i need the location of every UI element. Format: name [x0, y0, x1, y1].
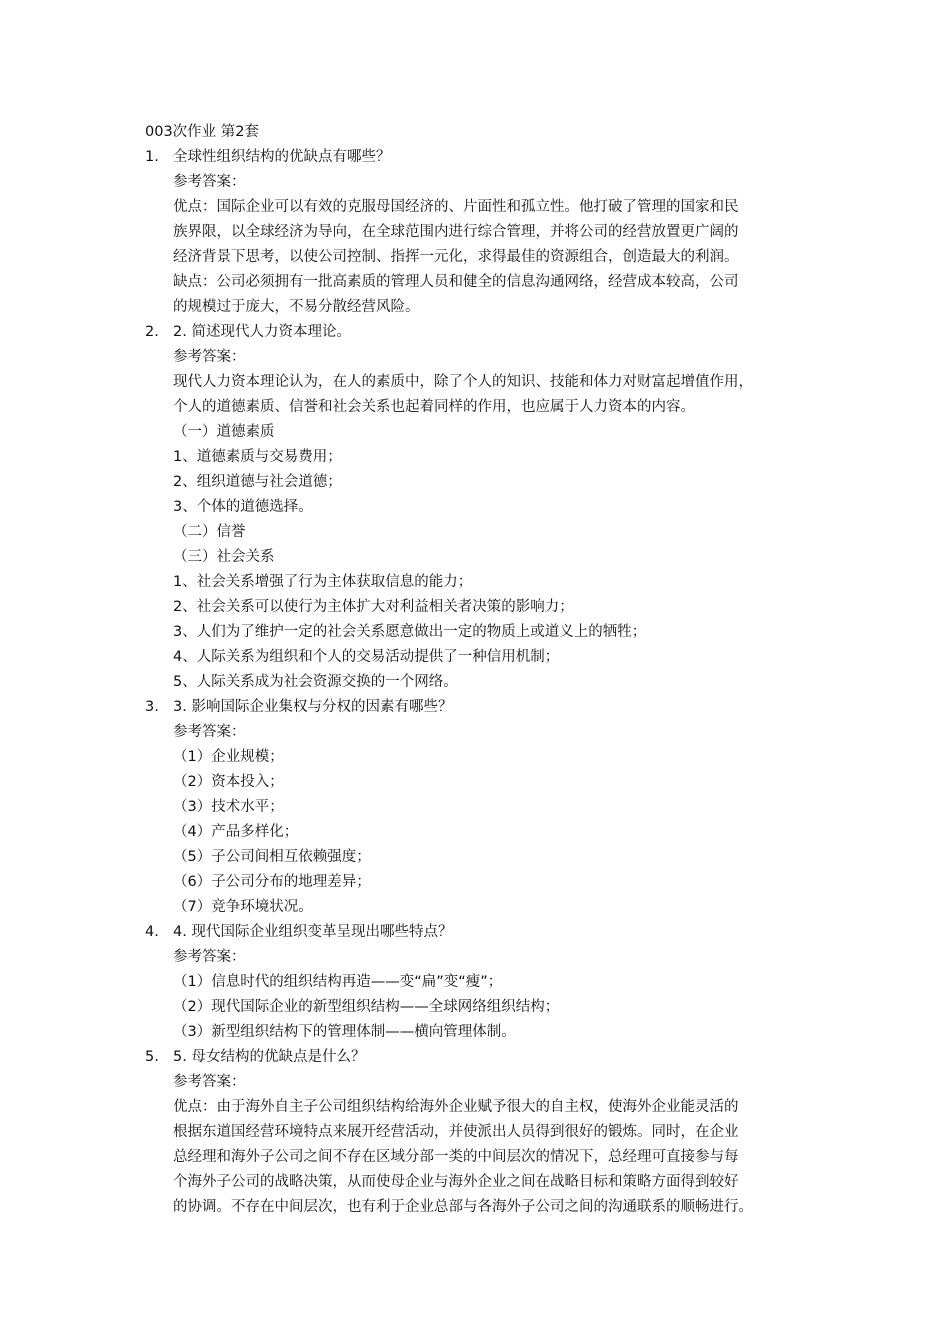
- answer-line: （2）现代国际企业的新型组织结构——全球网络组织结构；: [173, 999, 560, 1015]
- question-number: 2.: [145, 324, 159, 340]
- answer-line: 经济背景下思考，以使公司控制、指挥一元化，求得最佳的资源组合，创造最大的利润。: [173, 249, 739, 265]
- question-text: 全球性组织结构的优缺点有哪些？: [173, 149, 391, 165]
- answer-line: 根据东道国经营环境特点来展开经营活动，并使派出人员得到很好的锻炼。同时，在企业: [173, 1124, 739, 1140]
- answer-line: （一）道德素质: [173, 424, 275, 440]
- answer-line: 个海外子公司的战略决策，从而使母企业与海外企业之间在战略目标和策略方面得到较好: [173, 1174, 739, 1190]
- answer-line: （1）企业规模；: [173, 749, 284, 765]
- question-text: 4. 现代国际企业组织变革呈现出哪些特点？: [173, 924, 453, 940]
- answer-line: （3）新型组织结构下的管理体制——横向管理体制。: [173, 1024, 516, 1040]
- answer-line: （7）竞争环境状况。: [173, 899, 313, 915]
- answer-label: 参考答案：: [173, 724, 246, 740]
- answer-line: 优点：由于海外自主子公司组织结构给海外企业赋予很大的自主权，使海外企业能灵活的: [173, 1099, 739, 1115]
- answer-label: 参考答案：: [173, 349, 246, 365]
- answer-line: （2）资本投入；: [173, 774, 284, 790]
- answer-label: 参考答案：: [173, 174, 246, 190]
- answer-line: 5、人际关系成为社会资源交换的一个网络。: [173, 674, 458, 690]
- answer-line: 总经理和海外子公司之间不存在区域分部一类的中间层次的情况下，总经理可直接参与每: [173, 1149, 739, 1165]
- question-number: 1.: [145, 149, 159, 165]
- answer-line: 个人的道德素质、信誉和社会关系也起着同样的作用，也应属于人力资本的内容。: [173, 399, 695, 415]
- answer-line: （1）信息时代的组织结构再造——变“扁”变“瘦”；: [173, 974, 503, 990]
- answer-line: 4、人际关系为组织和个人的交易活动提供了一种信用机制；: [173, 649, 560, 665]
- answer-line: 族界限，以全球经济为导向，在全球范围内进行综合管理，并将公司的经营放置更广阔的: [173, 224, 739, 240]
- document-title: 003次作业 第2套: [145, 124, 260, 140]
- answer-line: 3、人们为了维护一定的社会关系愿意做出一定的物质上或道义上的牺牲；: [173, 624, 647, 640]
- answer-label: 参考答案：: [173, 949, 246, 965]
- answer-line: 的协调。不存在中间层次，也有利于企业总部与各海外子公司之间的沟通联系的顺畅进行。: [173, 1199, 753, 1215]
- question-number: 4.: [145, 924, 159, 940]
- answer-line: 1、道德素质与交易费用；: [173, 449, 342, 465]
- question-text: 2. 简述现代人力资本理论。: [173, 324, 351, 340]
- answer-line: 现代人力资本理论认为，在人的素质中，除了个人的知识、技能和体力对财富起增值作用，: [173, 374, 753, 390]
- answer-line: 1、社会关系增强了行为主体获取信息的能力；: [173, 574, 473, 590]
- answer-line: 3、个体的道德选择。: [173, 499, 313, 515]
- question-text: 5. 母女结构的优缺点是什么？: [173, 1049, 366, 1065]
- question-text: 3. 影响国际企业集权与分权的因素有哪些？: [173, 699, 453, 715]
- answer-line: （二）信誉: [173, 524, 246, 540]
- answer-line: （5）子公司间相互依赖强度；: [173, 849, 371, 865]
- answer-line: （3）技术水平；: [173, 799, 284, 815]
- answer-line: 优点：国际企业可以有效的克服母国经济的、片面性和孤立性。他打破了管理的国家和民: [173, 199, 739, 215]
- question-number: 3.: [145, 699, 159, 715]
- answer-line: （6）子公司分布的地理差异；: [173, 874, 371, 890]
- answer-line: 2、社会关系可以使行为主体扩大对利益相关者决策的影响力；: [173, 599, 574, 615]
- question-number: 5.: [145, 1049, 159, 1065]
- answer-line: （4）产品多样化；: [173, 824, 299, 840]
- answer-line: 2、组织道德与社会道德；: [173, 474, 342, 490]
- answer-label: 参考答案：: [173, 1074, 246, 1090]
- answer-line: 缺点：公司必须拥有一批高素质的管理人员和健全的信息沟通网络，经营成本较高，公司: [173, 274, 739, 290]
- answer-line: （三）社会关系: [173, 549, 275, 565]
- answer-line: 的规模过于庞大，不易分散经营风险。: [173, 299, 420, 315]
